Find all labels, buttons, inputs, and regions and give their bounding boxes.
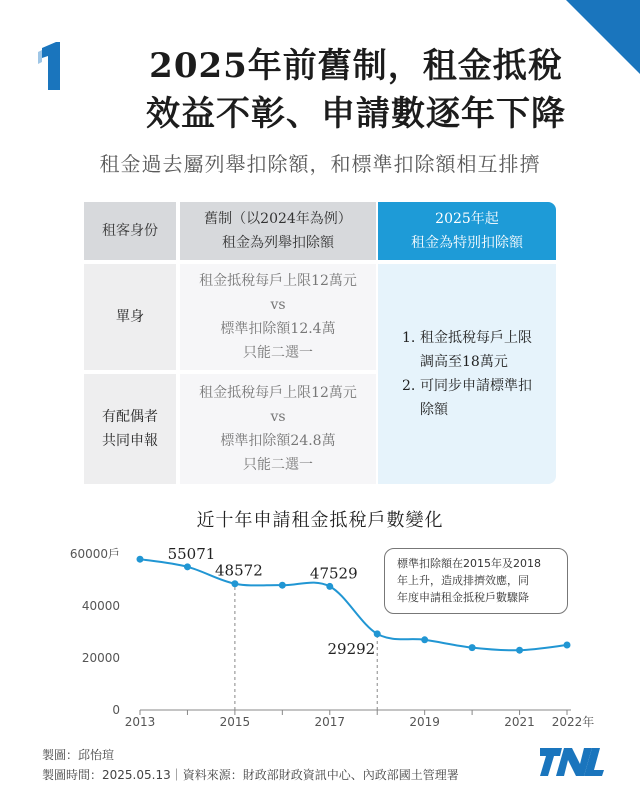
y-tick-label: 40000 — [81, 599, 120, 613]
data-label: 29292 — [327, 639, 376, 658]
y-tick-label: 0 — [112, 703, 120, 717]
old-rule-line: 標準扣除額12.4萬 — [220, 321, 336, 337]
old-rule-line: 租金抵稅每戶上限12萬元 — [199, 273, 357, 289]
page-title-line2: 效益不彰、申請數逐年下降 — [146, 94, 566, 134]
data-point — [374, 630, 381, 637]
author-credit: 製圖：邱怡瑄 — [42, 748, 115, 762]
data-point — [326, 583, 333, 590]
x-tick-label: 2013 — [124, 715, 156, 729]
x-tick-label: 2022年 — [551, 715, 595, 729]
tnl-logo — [540, 744, 604, 778]
header-new-rule-line2: 租金為特別扣除額 — [411, 235, 523, 251]
data-label: 47529 — [309, 564, 358, 583]
data-point — [184, 563, 191, 570]
row-married-label-line2: 共同申報 — [102, 433, 158, 449]
annotation-line: 標準扣除額在2015年及2018 — [397, 557, 541, 570]
old-rule-line: vs — [270, 297, 286, 313]
old-rule-line: vs — [270, 409, 286, 425]
old-rule-line: 只能二選一 — [243, 457, 313, 473]
x-tick-label: 2015 — [219, 715, 251, 729]
new-rule-text: 除額 — [420, 402, 448, 418]
data-point — [421, 636, 428, 643]
date-source-credit: 製圖時間：2025.05.13｜資料來源：財政部財政資訊中心、內政部國土管理署 — [42, 768, 459, 782]
new-rule-number: 2. — [402, 378, 416, 394]
x-tick-label: 2021 — [504, 715, 535, 729]
data-point — [231, 580, 238, 587]
data-label: 55071 — [167, 544, 216, 563]
new-rule-text: 調高至18萬元 — [420, 354, 508, 370]
new-rule-number: 1. — [402, 330, 416, 346]
y-tick-label: 60000戶 — [69, 547, 120, 561]
page-subtitle: 租金過去屬列舉扣除額，和標準扣除額相互排擠 — [99, 152, 541, 176]
old-rule-line: 租金抵稅每戶上限12萬元 — [199, 385, 357, 401]
page-title-line1: 2025年前舊制，租金抵稅 — [149, 46, 563, 86]
data-point — [279, 582, 286, 589]
old-rule-line: 標準扣除額24.8萬 — [220, 433, 336, 449]
data-point — [469, 644, 476, 651]
header-old-rule-line2: 租金為列舉扣除額 — [222, 235, 334, 251]
data-label: 48572 — [215, 561, 263, 580]
new-rule-text: 租金抵稅每戶上限 — [420, 330, 532, 346]
chart-annotation — [384, 548, 568, 614]
old-rule-line: 只能二選一 — [243, 345, 313, 361]
header-tenant-type-label: 租客身份 — [102, 223, 158, 239]
row-single-label-text: 單身 — [116, 309, 144, 325]
x-tick-label: 2017 — [314, 715, 346, 729]
data-point — [137, 556, 144, 563]
row-married-label-line1: 有配偶者 — [102, 409, 158, 425]
y-tick-label: 20000 — [81, 651, 120, 665]
data-point — [564, 642, 571, 649]
header-new-rule-line1: 2025年起 — [435, 211, 499, 227]
header-old-rule-line1: 舊制（以2024年為例） — [204, 211, 352, 227]
data-point — [516, 647, 523, 654]
new-rule-text: 可同步申請標準扣 — [420, 378, 532, 394]
chart-title: 近十年申請租金抵稅戶數變化 — [196, 510, 444, 531]
x-tick-label: 2019 — [409, 715, 440, 729]
annotation-line: 年度申請租金抵稅戶數驟降 — [397, 591, 529, 604]
annotation-line: 年上升，造成排擠效應，同 — [397, 574, 529, 587]
